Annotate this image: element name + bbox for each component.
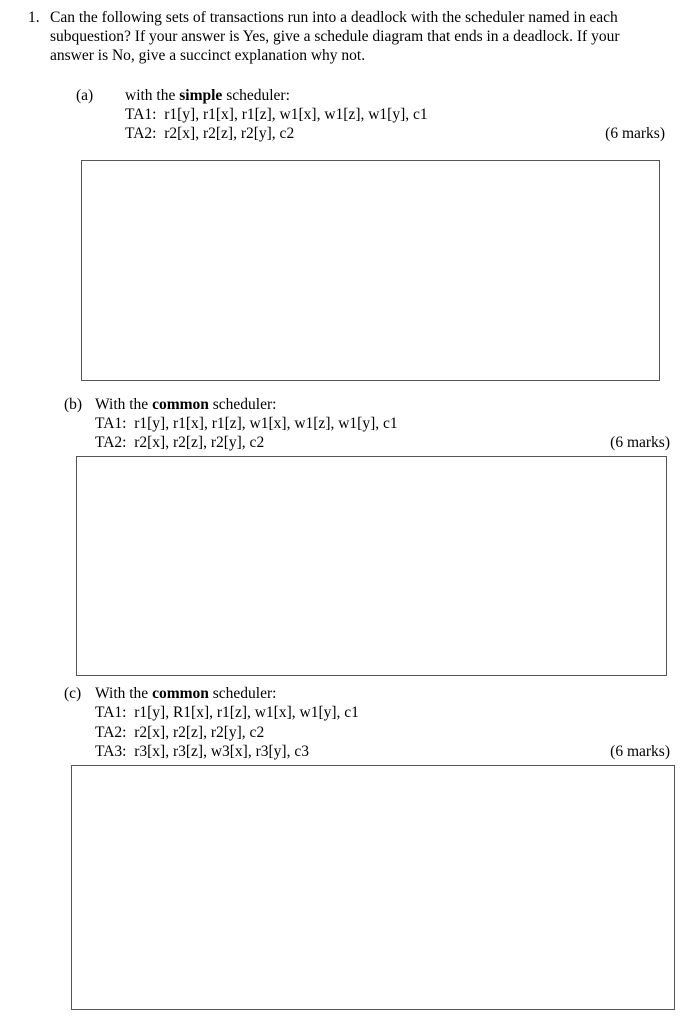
question-text-line-2: subquestion? If your answer is Yes, give a schedule diagram that ends in a deadlock. If your	[50, 28, 620, 45]
part-a-scheduler: simple	[179, 87, 223, 104]
part-b-marks: (6 marks)	[610, 434, 670, 451]
part-c-transaction-2: TA2: r2[x], r2[z], r2[y], c2	[95, 724, 265, 741]
part-a-intro-post: scheduler:	[222, 87, 290, 104]
part-c-transaction-3: TA3: r3[x], r3[z], w3[x], r3[y], c3	[95, 743, 309, 760]
question-text-line-1: Can the following sets of transactions run into a deadlock with the scheduler named in each	[50, 9, 618, 26]
part-a-intro-pre: with the	[125, 87, 180, 104]
part-a-transaction-1: TA1: r1[y], r1[x], r1[z], w1[x], w1[z], w1[y], c1	[125, 106, 428, 123]
part-a-transaction-2: TA2: r2[x], r2[z], r2[y], c2	[125, 125, 295, 142]
part-b-scheduler: common	[152, 396, 209, 413]
part-a-intro	[125, 86, 290, 105]
part-c-intro	[95, 684, 276, 703]
part-c-answer-box[interactable]	[71, 765, 675, 1010]
part-b-intro-post: scheduler:	[208, 396, 277, 413]
question-number: 1.	[28, 9, 40, 26]
part-c-label: (c)	[64, 685, 82, 702]
part-a-answer-box[interactable]	[81, 160, 660, 381]
part-b-transaction-1: TA1: r1[y], r1[x], r1[z], w1[x], w1[z], w1[y], c1	[95, 415, 398, 432]
part-b-intro	[95, 395, 276, 414]
part-b-answer-box[interactable]	[76, 456, 667, 676]
part-b-label: (b)	[64, 396, 83, 413]
part-b-intro-pre: With the	[95, 396, 153, 413]
part-c-scheduler: common	[152, 685, 209, 702]
part-c-intro-pre: With the	[95, 685, 153, 702]
question-text-line-3: answer is No, give a succinct explanation why not.	[50, 47, 366, 64]
part-b-transaction-2: TA2: r2[x], r2[z], r2[y], c2	[95, 434, 265, 451]
part-c-intro-post: scheduler:	[208, 685, 277, 702]
part-c-marks: (6 marks)	[610, 743, 670, 760]
part-c-transaction-1: TA1: r1[y], R1[x], r1[z], w1[x], w1[y], c1	[95, 704, 359, 721]
part-a-label: (a)	[76, 87, 94, 104]
part-a-marks: (6 marks)	[605, 125, 665, 142]
